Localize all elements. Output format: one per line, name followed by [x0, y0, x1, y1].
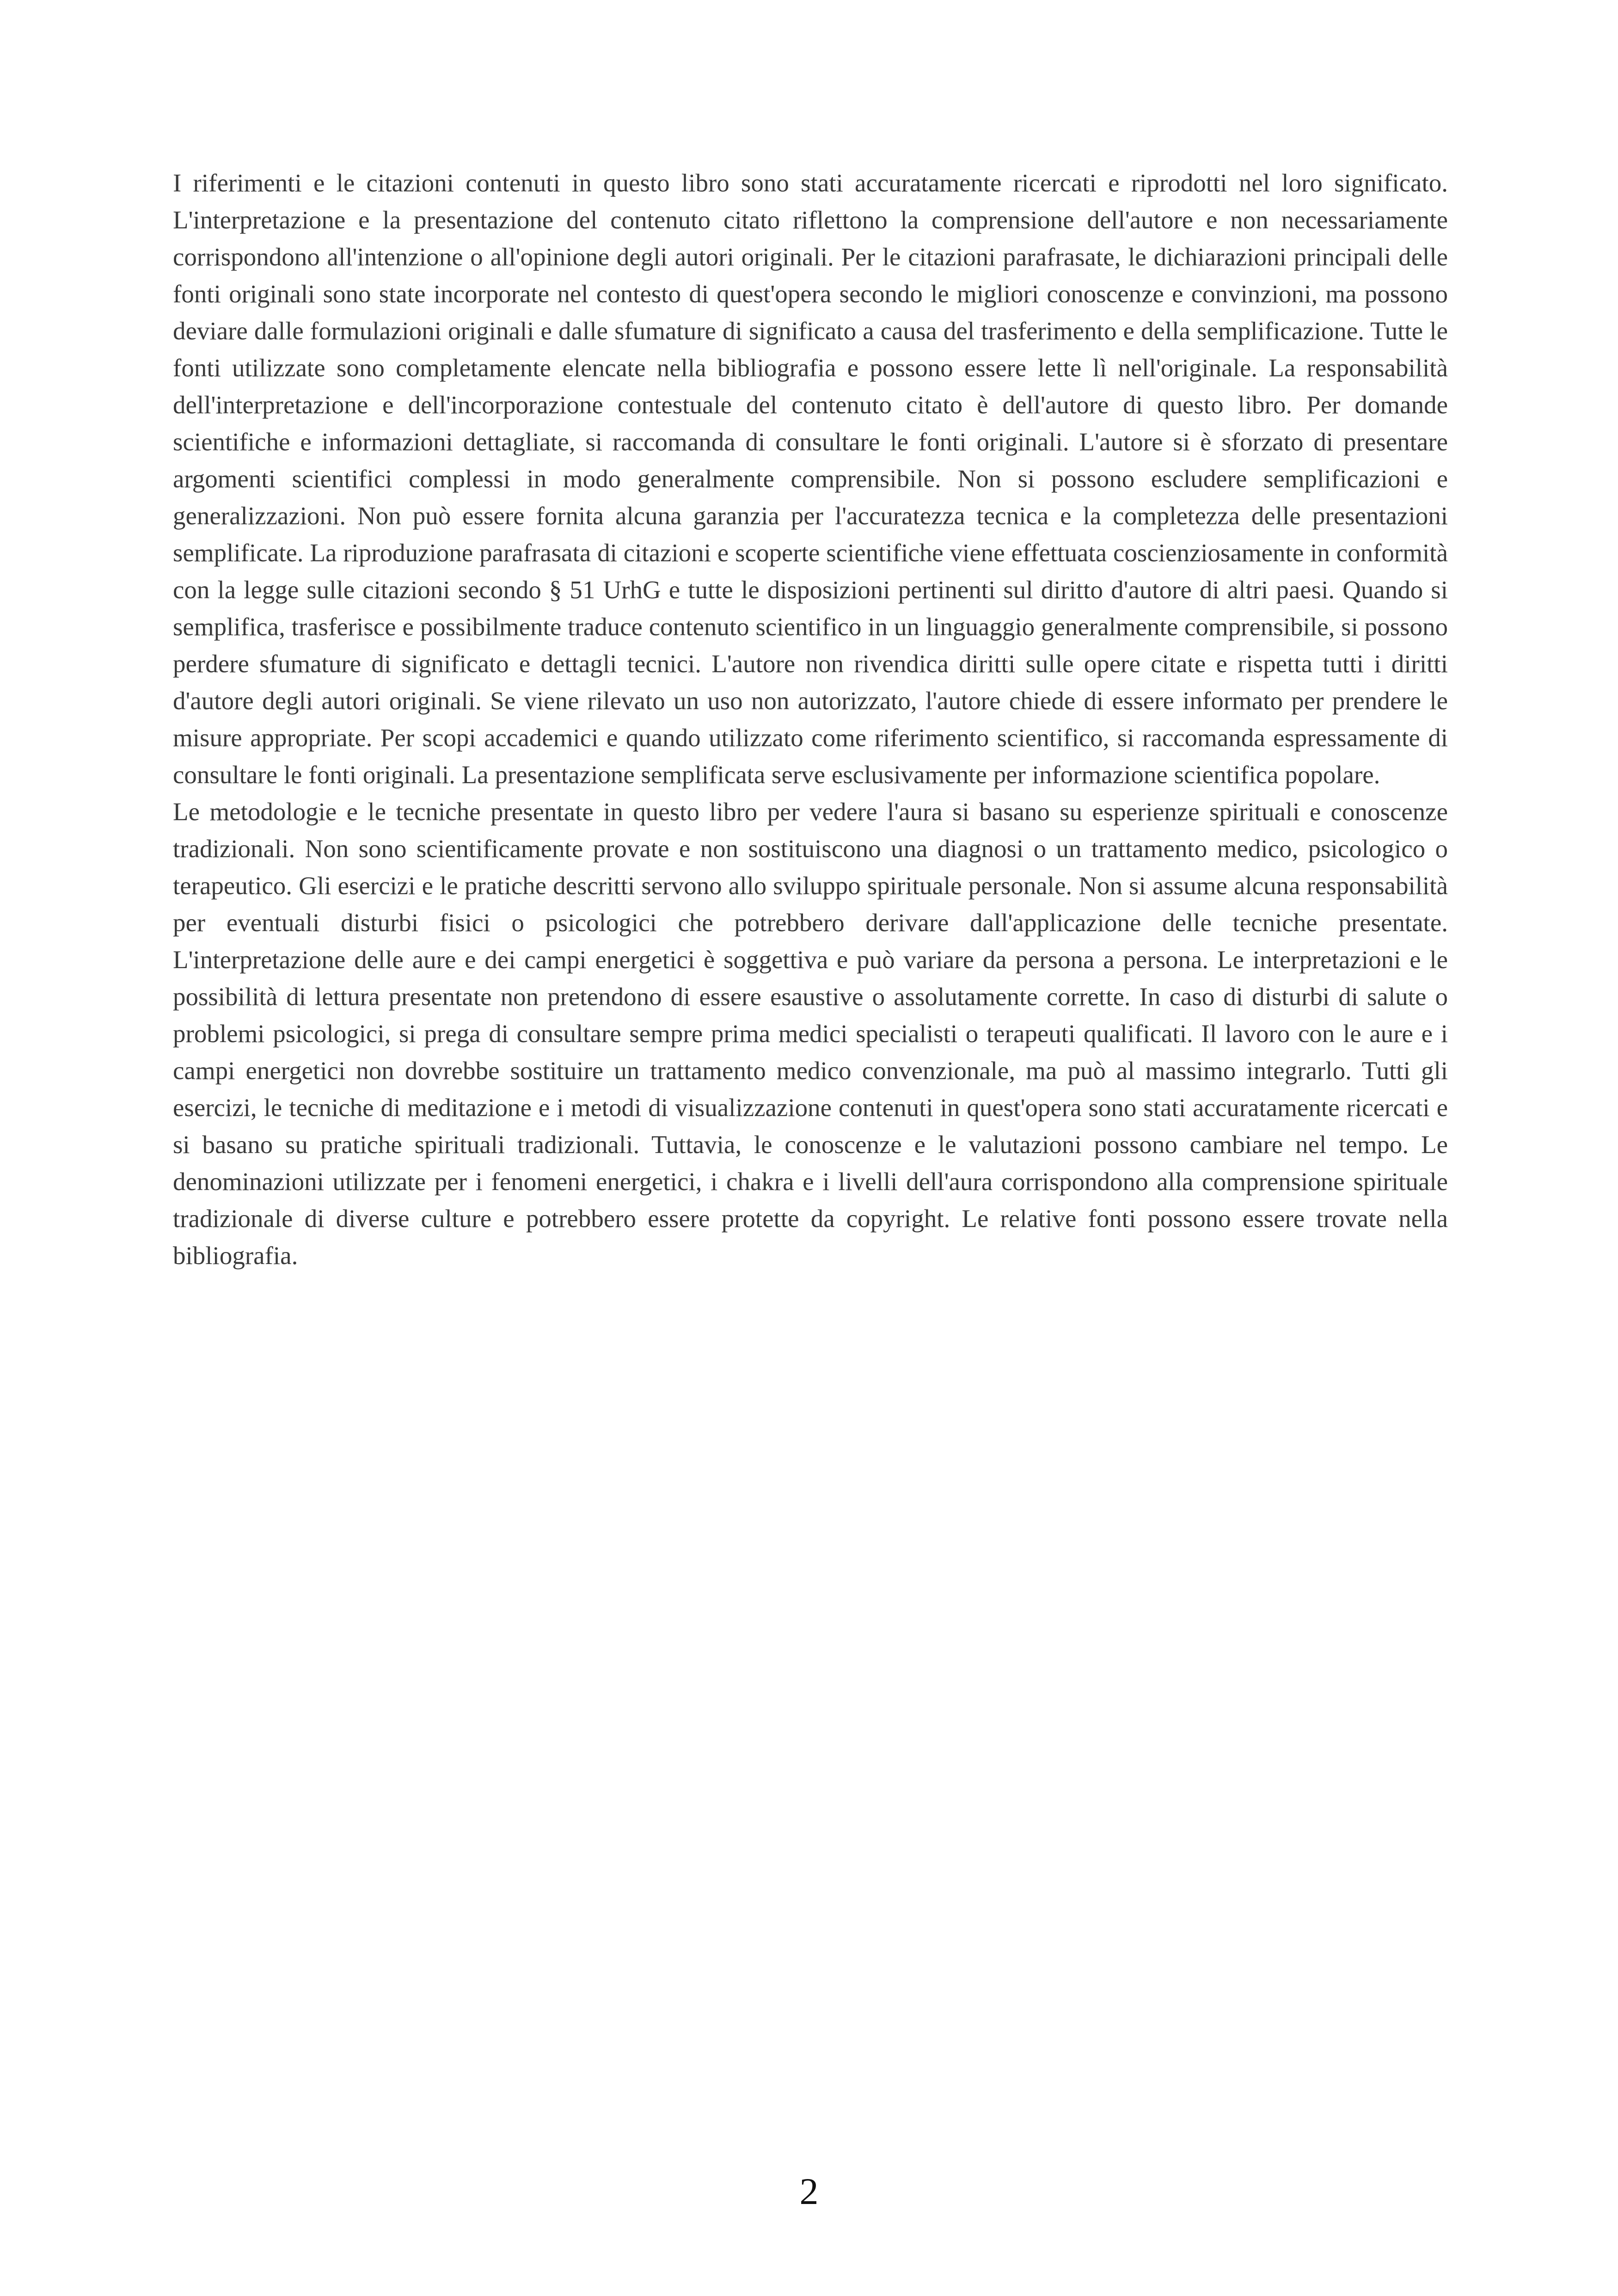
disclaimer-paragraph-citations: I riferimenti e le citazioni contenuti in questo libro sono stati accuratamente ricercati e riprodotti nel loro significato. L'interpretazione e la presentazione del contenuto citato riflettono la comprensione dell'autore e non necessariamente corrispondono all'intenzione o all'opinione degli autori originali. Per le citazioni parafrasate, le dichiarazioni principali delle fonti originali sono state incorporate nel contesto di quest'opera secondo le migliori conoscenze e convinzioni, ma possono deviare dalle formulazioni originali e dalle sfumature di significato a causa del trasferimento e della semplificazione. Tutte le fonti utilizzate sono completamente elencate nella bibliografia e possono essere lette lì nell'originale. La responsabilità dell'interpretazione e dell'incorporazione contestuale del contenuto citato è dell'autore di questo libro. Per domande scientifiche e informazioni dettagliate, si raccomanda di consultare le fonti originali. L'autore si è sforzato di presentare argomenti scientifici complessi in modo generalmente comprensibile. Non si possono escludere semplificazioni e generalizzazioni. Non può essere fornita alcuna garanzia per l'accuratezza tecnica e la completezza delle presentazioni semplificate. La riproduzione parafrasata di citazioni e scoperte scientifiche viene effettuata coscienziosamente in conformità con la legge sulle citazioni secondo § 51 UrhG e tutte le disposizioni pertinenti sul diritto d'autore di altri paesi. Quando si semplifica, trasferisce e possibilmente traduce contenuto scientifico in un linguaggio generalmente comprensibile, si possono perdere sfumature di significato e dettagli tecnici. L'autore non rivendica diritti sulle opere citate e rispetta tutti i diritti d'autore degli autori originali. Se viene rilevato un uso non autorizzato, l'autore chiede di essere informato per prendere le misure appropriate. Per scopi accademici e quando utilizzato come riferimento scientifico, si raccomanda espressamente di consultare le fonti originali. La presentazione semplificata serve esclusivamente per informazione scientifica popolare. [173, 169, 1448, 789]
page-number: 2 [799, 2170, 819, 2212]
disclaimer-paragraph-aura-methods: Le metodologie e le tecniche presentate in questo libro per vedere l'aura si basano su esperienze spirituali e conoscenze tradizionali. Non sono scientificamente provate e non sostituiscono una diagnosi o un trattamento medico, psicologico o terapeutico. Gli esercizi e le pratiche descritti servono allo sviluppo spirituale personale. Non si assume alcuna responsabilità per eventuali disturbi fisici o psicologici che potrebbero derivare dall'applicazione delle tecniche presentate. L'interpretazione delle aure e dei campi energetici è soggettiva e può variare da persona a persona. Le interpretazioni e le possibilità di lettura presentate non pretendono di essere esaustive o assolutamente corrette. In caso di disturbi di salute o problemi psicologici, si prega di consultare sempre prima medici specialisti o terapeuti qualificati. Il lavoro con le aure e i campi energetici non dovrebbe sostituire un trattamento medico convenzionale, ma può al massimo integrarlo. Tutti gli esercizi, le tecniche di meditazione e i metodi di visualizzazione contenuti in quest'opera sono stati accuratamente ricercati e si basano su pratiche spirituali tradizionali. Tuttavia, le conoscenze e le valutazioni possono cambiare nel tempo. Le denominazioni utilizzate per i fenomeni energetici, i chakra e i livelli dell'aura corrispondono alla comprensione spirituale tradizionale di diverse culture e potrebbero essere protette da copyright. Le relative fonti possono essere trovate nella bibliografia. [173, 798, 1448, 1270]
body-text [173, 165, 1448, 1274]
